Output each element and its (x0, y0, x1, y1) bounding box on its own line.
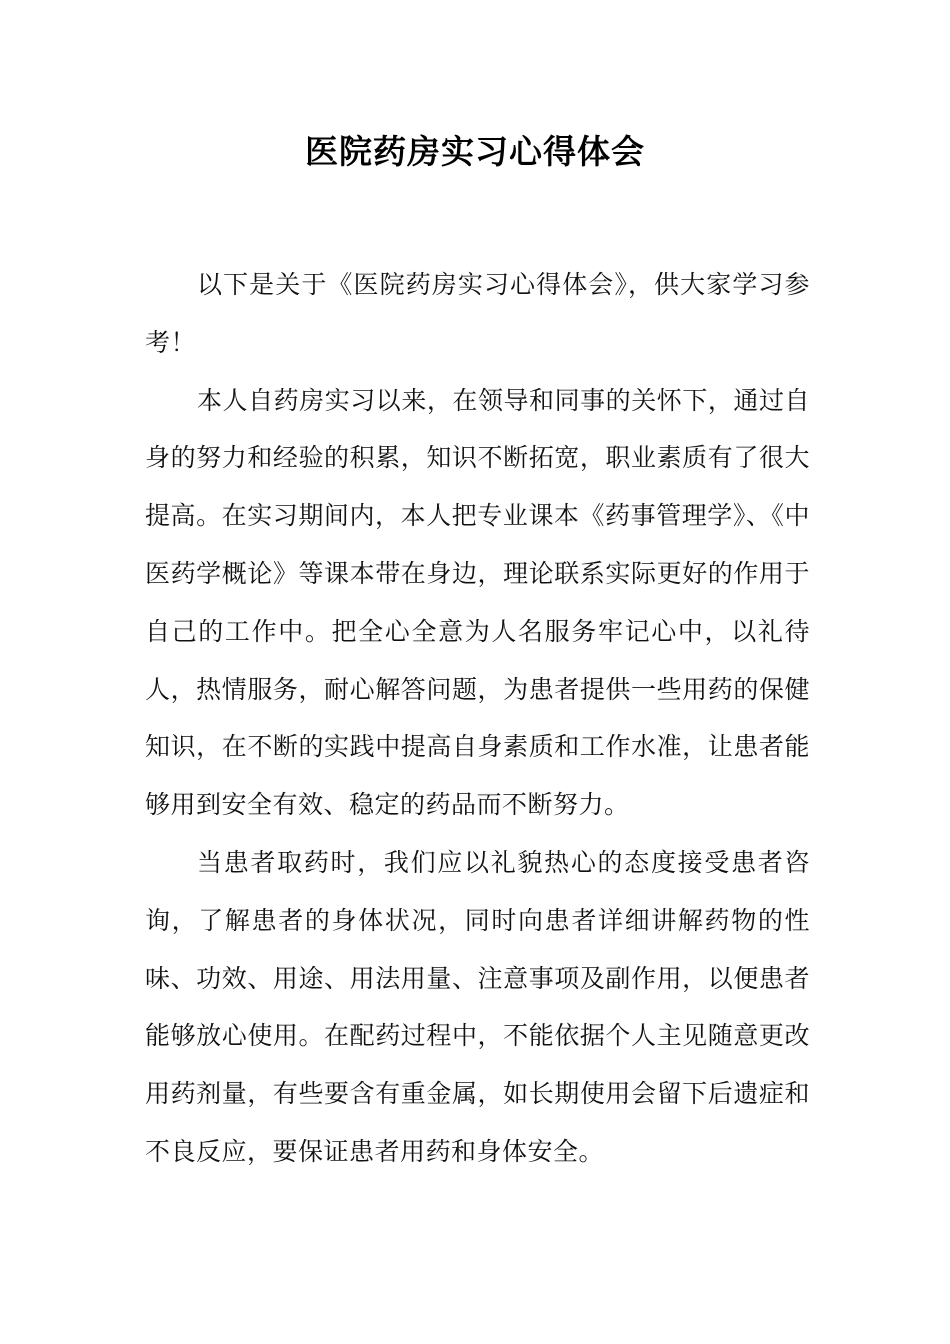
paragraph-internship-experience: 本人自药房实习以来，在领导和同事的关怀下，通过自身的努力和经验的积累，知识不断拓宽，职业素质有了很大提高。在实习期间内，本人把专业课本《药事管理学》、《中医药学概论》等课本带在身边，理论联系实际更好的作用于自己的工作中。把全心全意为人名服务牢记心中，以礼待人，热情服务，耐心解答问题，为患者提供一些用药的保健知识，在不断的实践中提高自身素质和工作水准，让患者能够用到安全有效、稳定的药品而不断努力。 (145, 385, 810, 820)
paragraph-intro: 以下是关于《医院药房实习心得体会》，供大家学习参考！ (145, 270, 810, 357)
paragraph-patient-service: 当患者取药时，我们应以礼貌热心的态度接受患者咨询，了解患者的身体状况，同时向患者详细讲解药物的性味、功效、用途、用法用量、注意事项及副作用，以便患者能够放心使用。在配药过程中，不能依据个人主见随意更改用药剂量，有些要含有重金属，如长期使用会留下后遗症和不良反应，要保证患者用药和身体安全。 (145, 847, 810, 1166)
document-body (145, 256, 810, 1181)
page-title: 医院药房实习心得体会 (305, 132, 645, 171)
